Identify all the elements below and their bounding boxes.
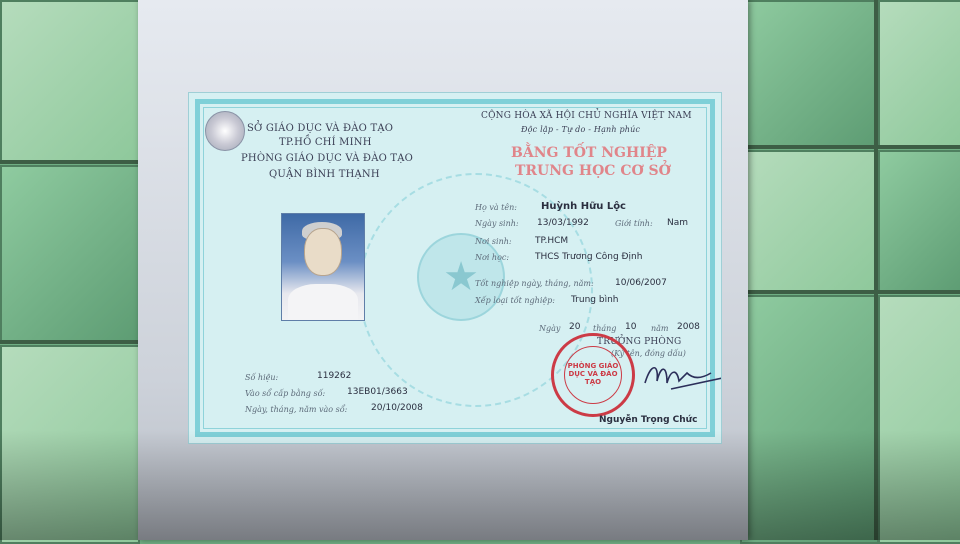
seal-text: PHÒNG GIÁO DỤC VÀ ĐÀO TẠO: [564, 346, 622, 404]
birthplace-value: TP.HCM: [535, 236, 569, 246]
right-header-line1: CỘNG HÒA XÃ HỘI CHỦ NGHĨA VIỆT NAM: [481, 111, 692, 121]
left-header-line2: TP.HỒ CHÍ MINH: [279, 137, 372, 148]
dob-label: Ngày sinh:: [475, 219, 519, 228]
issue-year: 2008: [677, 322, 700, 332]
left-header-line4: QUẬN BÌNH THẠNH: [269, 169, 380, 180]
grad-date-value: 10/06/2007: [615, 278, 667, 288]
book-value: 13EB01/3663: [347, 387, 408, 397]
book-label: Vào sổ cấp bằng số:: [245, 389, 326, 398]
gender-value: Nam: [667, 218, 689, 228]
issue-day-label: Ngày: [539, 324, 561, 333]
left-header-line1: SỞ GIÁO DỤC VÀ ĐÀO TẠO: [247, 123, 394, 134]
school-label: Nơi học:: [475, 253, 510, 262]
rank-label: Xếp loại tốt nghiệp:: [475, 296, 555, 305]
registry-date-label: Ngày, tháng, năm vào sổ:: [245, 405, 348, 414]
dob-value: 13/03/1992: [537, 218, 589, 228]
issue-day: 20: [569, 322, 581, 332]
serial-label: Số hiệu:: [245, 373, 279, 382]
official-red-seal: [551, 333, 635, 417]
school-value: THCS Trương Công Định: [535, 252, 643, 262]
left-header-line3: PHÒNG GIÁO DỤC VÀ ĐÀO TẠO: [241, 153, 414, 164]
signature: [641, 355, 722, 395]
rank-value: Trung bình: [571, 295, 619, 305]
certificate-title: BẰNG TỐT NGHIỆP: [511, 145, 667, 161]
graduation-certificate: [188, 92, 722, 444]
name-label: Họ và tên:: [475, 203, 517, 212]
national-emblem-watermark: ★: [417, 233, 505, 321]
hologram-sticker: [205, 111, 245, 151]
right-header-line2: Độc lập - Tự do - Hạnh phúc: [521, 125, 641, 134]
signer-name: Nguyễn Trọng Chức: [599, 415, 698, 425]
registry-date-value: 20/10/2008: [371, 403, 423, 413]
portrait-photo: [281, 213, 365, 321]
certificate-subtitle: TRUNG HỌC CƠ SỞ: [515, 163, 671, 179]
issue-month-label: tháng: [593, 324, 617, 333]
issue-year-label: năm: [651, 324, 669, 333]
name-value: Huỳnh Hữu Lộc: [541, 201, 626, 212]
birthplace-label: Nơi sinh:: [475, 237, 512, 246]
gender-label: Giới tính:: [615, 219, 653, 228]
office-title: TRƯỞNG PHÒNG: [597, 337, 682, 347]
grad-date-label: Tốt nghiệp ngày, tháng, năm:: [475, 279, 594, 288]
issue-month: 10: [625, 322, 637, 332]
serial-value: 119262: [317, 371, 352, 381]
sign-note: (Ký tên, đóng dấu): [611, 349, 686, 358]
